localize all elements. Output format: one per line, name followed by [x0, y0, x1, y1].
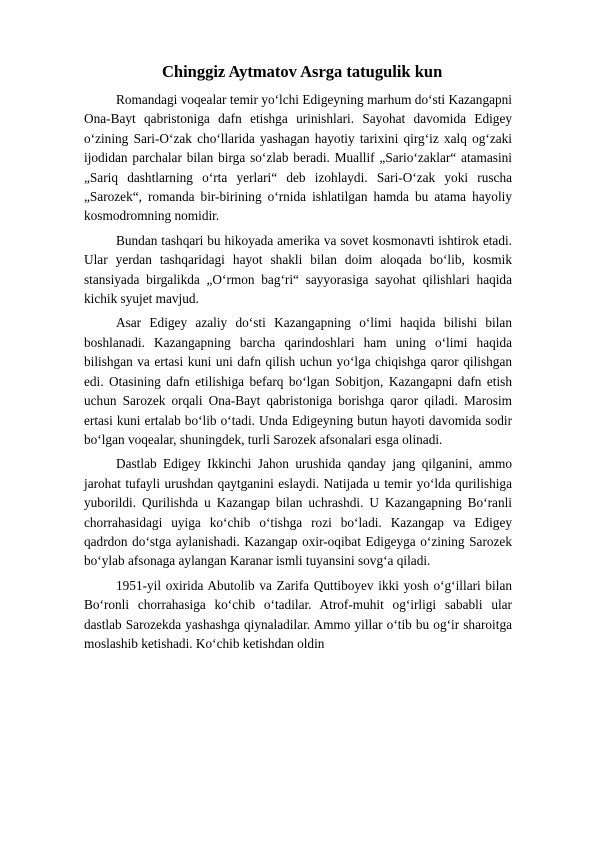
paragraph-3: Asar Edigey azaliy do‘sti Kazangapning o‘limi haqida bilishi bilan boshlanadi. Kazangapning barcha qarindoshlari ham uning o‘limi haqida bilishgan va ertasi kuni uni dafn qilish uchun yo‘lga chiqishga qaror qilishgan edi. Otasining dafn etilishiga befarq bo‘lgan Sobitjon, Kazangapni dafn etish uchun Sarozek orqali Ona-Bayt qabristoniga borishga qaror qiladi. Marosim ertasi kuni ertalab bo‘lib o‘tadi. Unda Edigeyning butun hayoti davomida sodir bo‘lgan voqealar, shuningdek, turli Sarozek afsonalari esga olinadi. [84, 315, 512, 447]
paragraph-2: Bundan tashqari bu hikoyada amerika va sovet kosmonavti ishtirok etadi. Ular yerdan tashqaridagi hayot shakli bilan doim aloqada bo‘lib, kosmik stansiyada birgalikda „O‘rmon bag‘ri“ sayyorasiga sayohat qilishlari haqida kichik syujet mavjud. [84, 232, 512, 307]
paragraph-4: Dastlab Edigey Ikkinchi Jahon urushida qanday jang qilganini, ammo jarohat tufayli urushdan qaytganini eslaydi. Natijada u temir yo‘lda qurilishiga yuborildi. Qurilishda u Kazangap bilan uchrashdi. U Kazangapning Bo‘ranli chorrahasidagi uyiga ko‘chib o‘tishga rozi bo‘ladi. Kazangap va Edigey qadrdon do‘stga aylanishadi. Kazangap oxir-oqibat Edigeyga o‘zining Sarozek bo‘ylab afsonaga aylangan Karanar ismli tuyansini sovg‘a qiladi. [84, 456, 512, 569]
document-page [84, 60, 512, 658]
paragraph-5: 1951-yil oxirida Abutolib va Zarifa Quttiboyev ikki yosh o‘g‘illari bilan Bo‘ronli chorrahasiga ko‘chib o‘tadilar. Atrof-muhit og‘irligi sababli ular dastlab Sarozekda yashashga qiynaladilar. Ammo yillar o‘tib bu og‘ir sharoitga moslashib ketishadi. Ko‘chib ketishdan oldin [84, 577, 512, 651]
document-title: Chinggiz Aytmatov Asrga tatugulik kun [162, 62, 443, 81]
paragraph-1: Romandagi voqealar temir yo‘lchi Edigeyning marhum do‘sti Kazangapni Ona-Bayt qabristoniga dafn etishga urinishlari. Sayohat davomida Edigey o‘zining Sari-O‘zak cho‘llarida yashagan hayotiy tarixini qirg‘iz xalq og‘zaki ijodidan parchalar bilan birga so‘zlab beradi. Muallif „Sario‘zaklar“ atamasini „Sariq dashtlarning o‘rta yerlari“ deb izohlaydi. Sari-O‘zak yoki ruscha „Sarozek“, romanda bir-birining o‘rnida ishlatilgan hamda bu atama hayoliy kosmodromning nomidir. [84, 92, 512, 224]
